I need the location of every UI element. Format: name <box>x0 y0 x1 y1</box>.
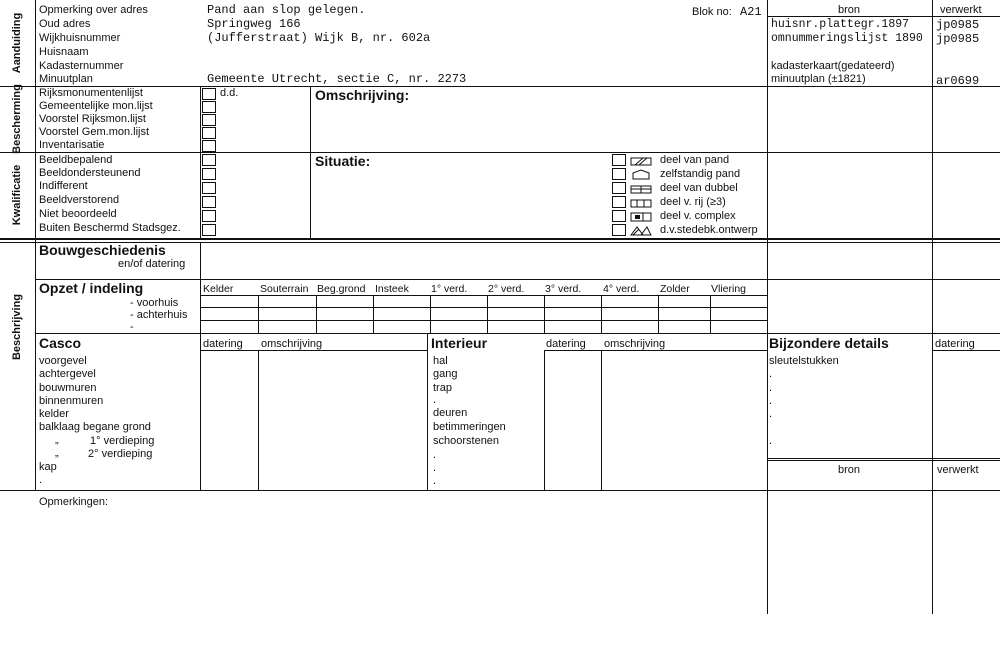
col-vliering: Vliering <box>711 283 747 295</box>
legend-zelfstandig-pand: zelfstandig pand <box>660 168 741 180</box>
checkbox-zelfstandig-pand[interactable] <box>612 168 626 180</box>
section-label-bescherming: Bescherming <box>11 84 23 154</box>
bijzondere-item-sleutelstukken: sleutelstukken <box>769 355 839 367</box>
col-4-verd: 4° verd. <box>603 283 640 295</box>
bijzondere-item-dot-1: . <box>769 368 773 380</box>
legend-stedebk-ontwerp: d.v.stedebk.ontwerp <box>660 224 758 236</box>
casco-item-achtergevel: achtergevel <box>39 368 96 380</box>
col-2-verd: 2° verd. <box>488 283 525 295</box>
bescherming-item-3: Voorstel Rijksmon.lijst <box>39 113 146 125</box>
bouwgeschiedenis-label: Bouwgeschiedenis <box>39 242 166 258</box>
semi-detached-icon <box>629 183 653 194</box>
interieur-datering-header: datering <box>546 338 586 350</box>
kwalificatie-item-2: Beeldondersteunend <box>39 167 141 179</box>
interieur-item-dot-4: . <box>433 475 437 487</box>
col-insteek: Insteek <box>375 283 409 295</box>
bijzondere-bron-header: bron <box>838 464 861 476</box>
interieur-item-dot-1: . <box>433 394 437 406</box>
casco-item-dot: . <box>39 474 43 486</box>
kwalificatie-item-1: Beeldbepalend <box>39 154 113 166</box>
opzet-row-voorhuis: - voorhuis <box>130 297 179 309</box>
opzet-row-achterhuis: - achterhuis <box>130 309 188 321</box>
bijzondere-item-dot-4: . <box>769 408 773 420</box>
checkbox-gemeentelijke-mon[interactable] <box>202 101 216 113</box>
interieur-item-hal: hal <box>433 355 448 367</box>
checkbox-voorstel-gem-mon[interactable] <box>202 127 216 139</box>
complex-icon <box>629 211 653 222</box>
kwalificatie-item-5: Niet beoordeeld <box>39 208 117 220</box>
casco-item-kelder: kelder <box>39 408 69 420</box>
dd-label: d.d. <box>220 87 239 99</box>
checkbox-deel-van-pand[interactable] <box>612 154 626 166</box>
row-house-icon <box>629 197 653 208</box>
casco-omschrijving-header: omschrijving <box>261 338 323 350</box>
checkbox-rijksmonumentenlijst[interactable] <box>202 88 216 100</box>
casco-item-2-verdieping: 2° verdieping <box>88 448 153 460</box>
legend-deel-van-pand: deel van pand <box>660 154 730 166</box>
opzet-row-blank: - <box>130 321 134 333</box>
checkbox-indifferent[interactable] <box>202 182 216 194</box>
legend-deel-v-complex: deel v. complex <box>660 210 736 222</box>
blok-value: A21 <box>740 5 762 19</box>
interieur-omschrijving-header: omschrijving <box>604 338 666 350</box>
checkbox-deel-van-dubbel[interactable] <box>612 182 626 194</box>
situatie-label: Situatie: <box>315 153 371 169</box>
bron-row-2: omnummeringslijst 1890 <box>771 32 923 45</box>
verwerkt-row-1: jp0985 <box>936 18 980 32</box>
interieur-item-dot-3: . <box>433 462 437 474</box>
kwalificatie-item-3: Indifferent <box>39 180 88 192</box>
bijzondere-item-dot-2: . <box>769 382 773 394</box>
col-zolder: Zolder <box>660 283 690 295</box>
checkbox-deel-v-complex[interactable] <box>612 210 626 222</box>
checkbox-deel-v-rij[interactable] <box>612 196 626 208</box>
casco-item-1-verdieping: 1° verdieping <box>90 435 155 447</box>
field-label-wijkhuisnummer: Wijkhuisnummer <box>39 32 121 44</box>
kwalificatie-item-6: Buiten Beschermd Stadsgez. <box>39 222 181 234</box>
casco-item-bouwmuren: bouwmuren <box>39 382 97 394</box>
verwerkt-row-4: ar0699 <box>936 74 980 88</box>
field-label-opmerking: Opmerking over adres <box>39 4 148 16</box>
bijzondere-datering-header: datering <box>935 338 975 350</box>
checkbox-beeldbepalend[interactable] <box>202 154 216 166</box>
interieur-item-dot-2: . <box>433 449 437 461</box>
checkbox-voorstel-rijksmon[interactable] <box>202 114 216 126</box>
col-3-verd: 3° verd. <box>545 283 582 295</box>
casco-datering-header: datering <box>203 338 243 350</box>
bijzondere-details-label: Bijzondere details <box>769 335 889 351</box>
bescherming-item-4: Voorstel Gem.mon.lijst <box>39 126 150 138</box>
interieur-item-trap: trap <box>433 382 452 394</box>
blok-label: Blok no: <box>692 6 732 18</box>
section-label-kwalificatie: Kwalificatie <box>11 164 23 226</box>
bescherming-item-2: Gemeentelijke mon.lijst <box>39 100 153 112</box>
bron-row-4: minuutplan (±1821) <box>771 73 866 85</box>
interieur-label: Interieur <box>431 335 488 351</box>
casco-item-kap: kap <box>39 461 57 473</box>
bijzondere-item-dot-3: . <box>769 395 773 407</box>
verwerkt-row-2: jp0985 <box>936 32 980 46</box>
checkbox-beeldondersteunend[interactable] <box>202 168 216 180</box>
checkbox-beeldverstorend[interactable] <box>202 196 216 208</box>
col-kelder: Kelder <box>203 283 234 295</box>
casco-ditto-1: „ <box>55 434 59 446</box>
bron-row-1: huisnr.plattegr.1897 <box>771 18 910 31</box>
value-opmerking: Pand aan slop gelegen. <box>207 3 366 17</box>
col-beg-grond: Beg.grond <box>317 283 366 295</box>
field-label-minuutplan: Minuutplan <box>39 73 93 85</box>
value-oud-adres: Springweg 166 <box>207 17 301 31</box>
value-minuutplan: Gemeente Utrecht, sectie C, nr. 2273 <box>207 72 467 86</box>
omschrijving-label: Omschrijving: <box>315 87 410 103</box>
casco-item-binnenmuren: binnenmuren <box>39 395 104 407</box>
interieur-item-deuren: deuren <box>433 407 468 419</box>
col-souterrain: Souterrain <box>260 283 309 295</box>
checkbox-niet-beoordeeld[interactable] <box>202 210 216 222</box>
casco-label: Casco <box>39 335 82 351</box>
bron-header: bron <box>838 4 861 16</box>
bescherming-item-5: Inventarisatie <box>39 139 105 151</box>
checkbox-stedebk-ontwerp[interactable] <box>612 224 626 236</box>
opmerkingen-label: Opmerkingen: <box>39 496 109 508</box>
bescherming-item-1: Rijksmonumentenlijst <box>39 87 143 99</box>
section-label-beschrijving: Beschrijving <box>11 293 23 361</box>
bijzondere-verwerkt-header: verwerkt <box>937 464 979 476</box>
casco-ditto-2: „ <box>55 447 59 459</box>
verwerkt-header: verwerkt <box>940 4 982 16</box>
field-label-huisnaam: Huisnaam <box>39 46 89 58</box>
datering-sublabel: en/of datering <box>118 258 186 270</box>
section-label-aanduiding: Aanduiding <box>11 12 23 74</box>
field-label-oud-adres: Oud adres <box>39 18 91 30</box>
checkbox-buiten-beschermd[interactable] <box>202 224 216 236</box>
legend-deel-v-rij: deel v. rij (≥3) <box>660 196 726 208</box>
building-part-icon <box>629 155 653 166</box>
legend-deel-van-dubbel: deel van dubbel <box>660 182 738 194</box>
col-1-verd: 1° verd. <box>431 283 468 295</box>
checkbox-inventarisatie[interactable] <box>202 140 216 152</box>
interieur-item-gang: gang <box>433 368 458 380</box>
bijzondere-item-dot-5: . <box>769 435 773 447</box>
interieur-item-betimmeringen: betimmeringen <box>433 421 506 433</box>
urban-design-icon <box>629 225 653 236</box>
bron-row-3: kadasterkaart(gedateerd) <box>771 60 895 72</box>
casco-item-voorgevel: voorgevel <box>39 355 87 367</box>
detached-building-icon <box>629 169 653 180</box>
casco-item-balklaag: balklaag begane grond <box>39 421 151 433</box>
field-label-kadasternummer: Kadasternummer <box>39 60 124 72</box>
kwalificatie-item-4: Beeldverstorend <box>39 194 120 206</box>
value-wijkhuisnummer: (Jufferstraat) Wijk B, nr. 602a <box>207 31 431 45</box>
opzet-label: Opzet / indeling <box>39 280 144 296</box>
interieur-item-schoorstenen: schoorstenen <box>433 435 500 447</box>
